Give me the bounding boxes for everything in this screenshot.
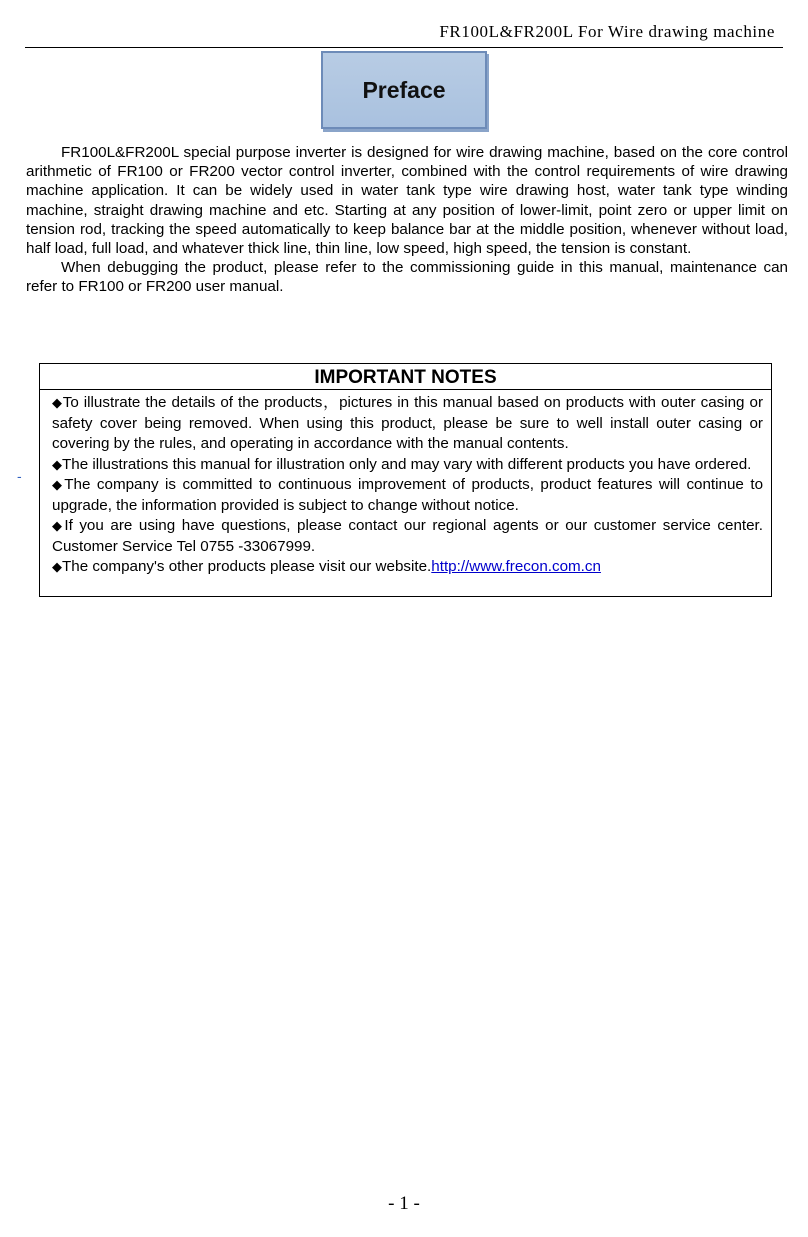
important-notes-title: IMPORTANT NOTES <box>40 364 771 390</box>
diamond-bullet-icon: ◆ <box>52 456 62 472</box>
preface-body <box>26 143 788 297</box>
running-header: FR100L&FR200L For Wire drawing machine <box>439 22 775 41</box>
note-text: The company is committed to continuous improvement of products, product features will continue to upgrade, the information provided is subject to change without notice. <box>52 476 764 514</box>
note-item-website <box>52 557 763 578</box>
diamond-bullet-icon: ◆ <box>52 477 65 492</box>
note-text: To illustrate the details of the products，pictures in this manual based on products with outer casing or safety cover being removed. When using this product, please be sure to well install outer casing or covering by the rules, and operating in accordance with the manual contents. <box>52 394 764 452</box>
page-number: - 1 - <box>388 1193 420 1214</box>
diamond-bullet-icon: ◆ <box>52 395 63 410</box>
preface-heading: Preface <box>362 76 446 103</box>
note-item <box>52 393 763 455</box>
website-link[interactable]: http://www.frecon.com.cn <box>431 558 601 575</box>
website-text: The company's other products please visit our website. <box>62 558 432 575</box>
note-text: If you are using have questions, please contact our regional agents or our customer service center. Customer Service Tel 0755 -33067999. <box>52 517 763 555</box>
preface-paragraph-2: When debugging the product, please refer to the commissioning guide in this manual, maintenance can refer to FR100 or FR200 user manual. <box>26 259 788 296</box>
header-rule <box>25 47 783 48</box>
preface-heading-box <box>321 51 487 129</box>
note-text: The illustrations this manual for illustration only and may vary with different products you have ordered. <box>62 455 752 473</box>
note-item <box>52 475 763 516</box>
note-item <box>52 516 763 557</box>
margin-mark: - <box>17 468 22 484</box>
note-item <box>52 455 763 476</box>
important-notes-box <box>39 363 772 597</box>
important-notes-list <box>40 390 771 578</box>
diamond-bullet-icon: ◆ <box>52 559 62 574</box>
diamond-bullet-icon: ◆ <box>52 518 65 533</box>
preface-paragraph-1: FR100L&FR200L special purpose inverter is designed for wire drawing machine, based on the core control arithmetic of FR100 or FR200 vector control inverter, combined with the control requirements of wire drawing machine application. It can be widely used in water tank type wire drawing host, water tank type winding machine, straight drawing machine and etc. Starting at any position of lower-limit, point zero or upper limit on tension rod, tracking the speed automatically to keep balance bar at the middle position, whenever without load, half load, full load, and whatever thick line, thin line, low speed, high speed, the tension is constant. <box>26 144 788 258</box>
